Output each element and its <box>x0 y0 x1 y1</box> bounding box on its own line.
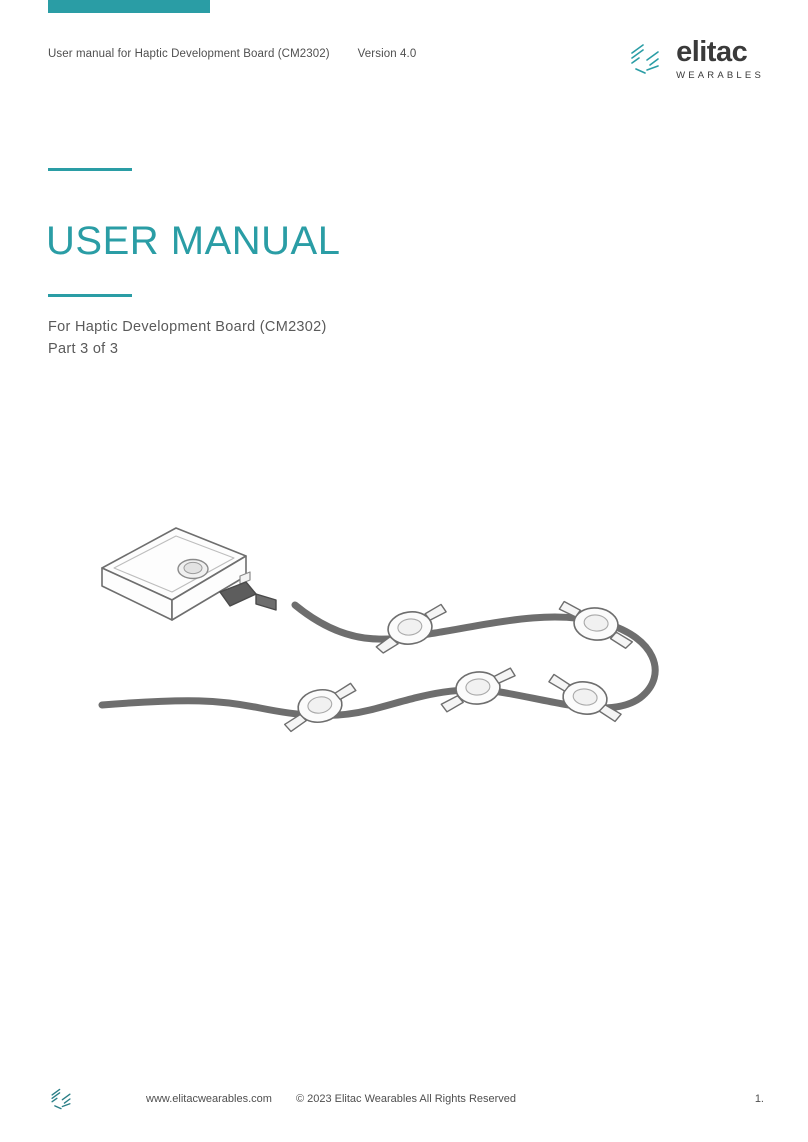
footer-page-number: 1. <box>754 1093 764 1105</box>
page-header <box>48 38 764 86</box>
page-subtitle <box>48 316 327 361</box>
footer-copyright: © 2023 Elitac Wearables All Rights Reserved <box>295 1093 517 1105</box>
header-manual-title: User manual for Haptic Development Board (CM2302) <box>48 48 330 60</box>
page-title: USER MANUAL <box>46 218 341 263</box>
product-illustration <box>80 500 730 780</box>
logo-subtitle: WEARABLES <box>676 70 764 81</box>
footer-website[interactable]: www.elitacwearables.com <box>146 1093 272 1105</box>
title-rule-top <box>48 168 132 171</box>
logo-name: elitac <box>676 36 748 68</box>
header-manual-line <box>48 48 416 60</box>
elitac-logo-icon <box>626 40 664 78</box>
subtitle-line-2: Part 3 of 3 <box>48 341 119 358</box>
header-version: Version 4.0 <box>357 48 417 60</box>
top-accent-bar <box>48 0 210 13</box>
brand-logo <box>626 38 764 81</box>
subtitle-line-1: For Haptic Development Board (CM2302) <box>48 319 327 335</box>
title-rule-bottom <box>48 294 132 297</box>
logo-wordmark <box>676 38 764 81</box>
page-footer <box>48 1084 764 1118</box>
